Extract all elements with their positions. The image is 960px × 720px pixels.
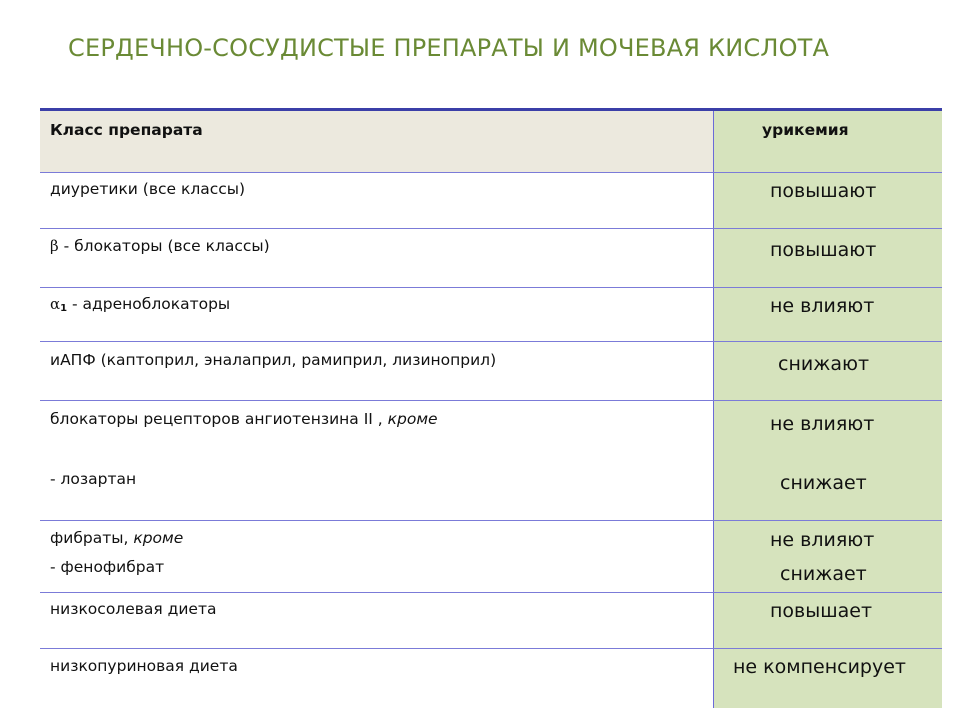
row-low-salt-effect: повышает xyxy=(770,600,873,622)
row-fibrates-effect: не влияют xyxy=(770,529,875,551)
slide-title: СЕРДЕЧНО-СОСУДИСТЫЕ ПРЕПАРАТЫ И МОЧЕВАЯ КИСЛОТА xyxy=(68,34,830,62)
row-low-purine-effect: не компенсирует xyxy=(733,656,906,678)
row-low-purine-label: низкопуриновая диета xyxy=(50,657,238,675)
row-beta-effect: повышают xyxy=(770,239,877,261)
row-divider xyxy=(40,287,942,288)
header-drug-class: Класс препарата xyxy=(50,121,203,139)
row-divider xyxy=(40,520,942,521)
row-fibrates-except: кроме xyxy=(133,529,184,547)
drug-uricemia-table xyxy=(40,108,942,708)
row-fibrates-label-text: фибраты, xyxy=(50,529,134,547)
column-divider xyxy=(713,111,714,708)
row-divider xyxy=(40,592,942,593)
row-fibrates-label xyxy=(50,529,183,547)
row-divider xyxy=(40,400,942,401)
row-low-salt-label: низкосолевая диета xyxy=(50,600,217,618)
row-divider xyxy=(40,341,942,342)
row-alpha-label-text: - адреноблокаторы xyxy=(67,295,231,313)
row-ace-effect: снижают xyxy=(778,353,870,375)
row-fenofibrate-effect: снижает xyxy=(780,563,867,585)
row-alpha-effect: не влияют xyxy=(770,295,875,317)
row-arb-effect: не влияют xyxy=(770,413,875,435)
row-losartan-effect: снижает xyxy=(780,472,867,494)
header-uricemia: урикемия xyxy=(762,121,849,139)
row-beta-label-text: - блокаторы (все классы) xyxy=(58,237,270,255)
row-alpha-label xyxy=(50,295,230,314)
row-arb-label-text: блокаторы рецепторов ангиотензина II , xyxy=(50,410,388,428)
row-beta-label xyxy=(50,237,270,255)
row-arb-label xyxy=(50,410,438,428)
beta-symbol: β xyxy=(50,237,59,255)
row-divider xyxy=(40,228,942,229)
row-losartan-label: - лозартан xyxy=(50,470,137,488)
row-fenofibrate-label: - фенофибрат xyxy=(50,558,165,576)
row-divider xyxy=(40,648,942,649)
alpha-subscript: 1 xyxy=(60,303,68,314)
row-diuretics-effect: повышают xyxy=(770,180,877,202)
alpha-symbol: α xyxy=(50,295,61,313)
row-ace-label: иАПФ (каптоприл, эналаприл, рамиприл, лизиноприл) xyxy=(50,351,497,369)
row-arb-except: кроме xyxy=(387,410,438,428)
row-diuretics-label: диуретики (все классы) xyxy=(50,180,246,198)
row-divider xyxy=(40,172,942,173)
